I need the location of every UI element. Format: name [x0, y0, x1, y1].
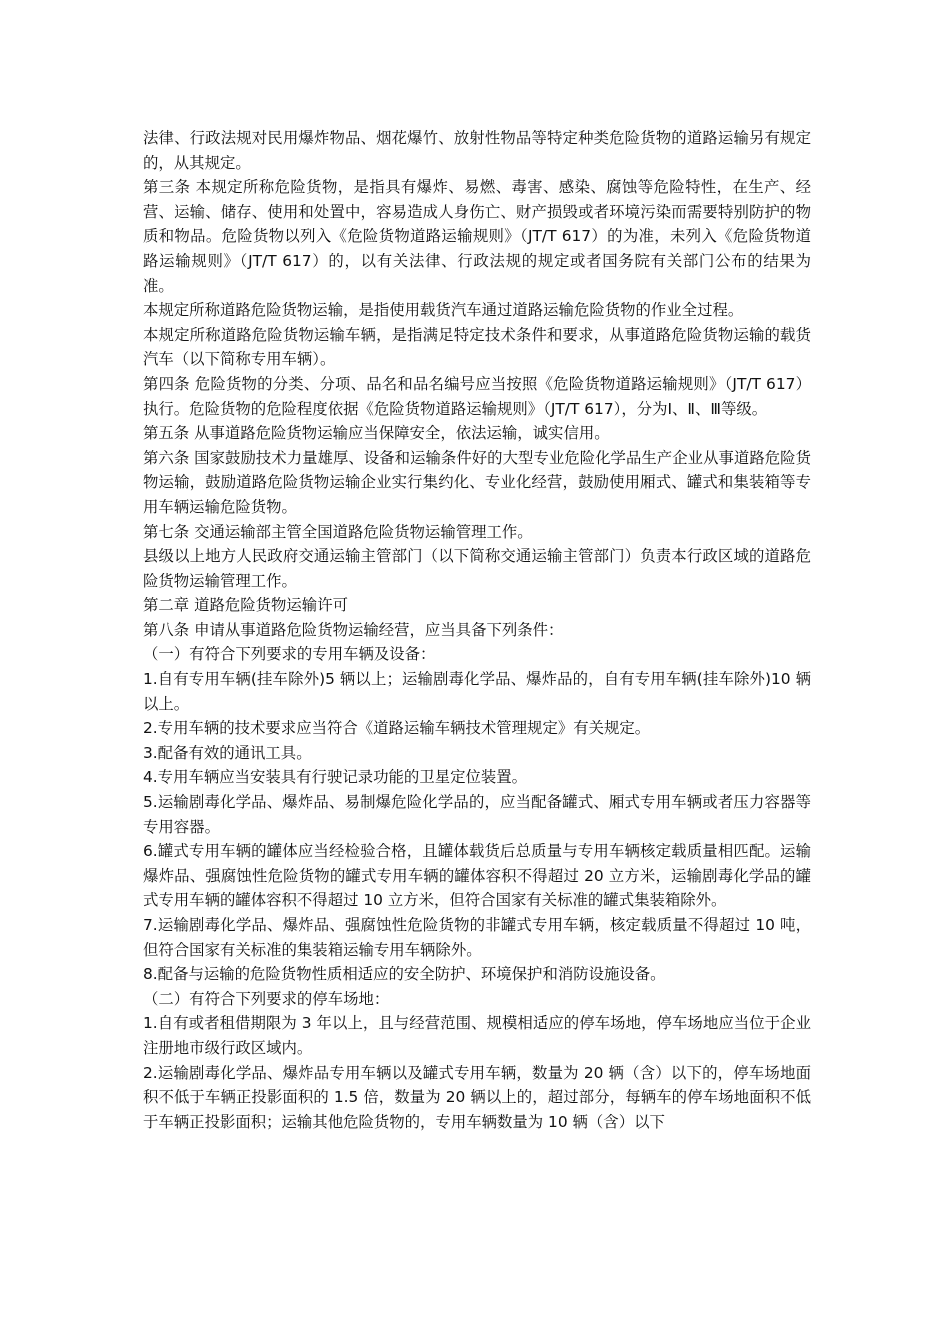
list-item: 8.配备与运输的危险货物性质相适应的安全防护、环境保护和消防设施设备。: [143, 965, 666, 984]
list-item: 7.运输剧毒化学品、爆炸品、强腐蚀性危险货物的非罐式专用车辆，核定载质量不得超过 10 吨，但符合国家有关标准的集装箱运输专用车辆除外。: [143, 916, 811, 959]
paragraph: 第五条 从事道路危险货物运输应当保障安全，依法运输，诚实信用。: [143, 424, 610, 443]
list-item: 1.自有或者租借期限为 3 年以上，且与经营范围、规模相适应的停车场地，停车场地应当位于企业注册地市级行政区域内。: [143, 1014, 811, 1057]
paragraph: 第八条 申请从事道路危险货物运输经营，应当具备下列条件：: [143, 620, 564, 639]
list-item: 3.配备有效的通讯工具。: [143, 743, 312, 762]
list-item: 5.运输剧毒化学品、爆炸品、易制爆危险化学品的，应当配备罐式、厢式专用车辆或者压力容器等专用容器。: [143, 793, 811, 836]
list-heading: （二）有符合下列要求的停车场地：: [143, 989, 390, 1008]
paragraph: 本规定所称道路危险货物运输，是指使用载货汽车通过道路运输危险货物的作业全过程。: [143, 301, 744, 320]
list-item: 2.运输剧毒化学品、爆炸品专用车辆以及罐式专用车辆，数量为 20 辆（含）以下的，停车场地面积不低于车辆正投影面积的 1.5 倍，数量为 20 辆以上的，超过部分，每辆车的停车场地面积不低于车辆正投影面积；运输其他危险货物的，专用车辆数量为 10 辆（含）以下: [143, 1063, 811, 1131]
paragraph: 第六条 国家鼓励技术力量雄厚、设备和运输条件好的大型专业危险化学品生产企业从事道路危险货物运输，鼓励道路危险货物运输企业实行集约化、专业化经营，鼓励使用厢式、罐式和集装箱等专用车辆运输危险货物。: [143, 448, 811, 516]
list-item: 1.自有专用车辆(挂车除外)5 辆以上；运输剧毒化学品、爆炸品的，自有专用车辆(挂车除外)10 辆以上。: [143, 670, 811, 713]
paragraph: 本规定所称道路危险货物运输车辆，是指满足特定技术条件和要求，从事道路危险货物运输的载货汽车（以下简称专用车辆）。: [143, 325, 811, 369]
paragraph: 县级以上地方人民政府交通运输主管部门（以下简称交通运输主管部门）负责本行政区域的道路危险货物运输管理工作。: [143, 547, 811, 590]
chapter-heading: 第二章 道路危险货物运输许可: [143, 596, 348, 615]
document-body: [143, 126, 811, 1134]
list-heading: （一）有符合下列要求的专用车辆及设备：: [143, 645, 436, 664]
list-item: 2.专用车辆的技术要求应当符合《道路运输车辆技术管理规定》有关规定。: [143, 719, 651, 738]
paragraph: 第四条 危险货物的分类、分项、品名和品名编号应当按照《危险货物道路运输规则》（JT/T 617）执行。危险货物的危险程度依据《危险货物道路运输规则》（JT/T 617），分为Ⅰ、Ⅱ、Ⅲ等级。: [143, 374, 811, 418]
paragraph: 法律、行政法规对民用爆炸物品、烟花爆竹、放射性物品等特定种类危险货物的道路运输另有规定的，从其规定。: [143, 129, 811, 172]
paragraph: 第三条 本规定所称危险货物，是指具有爆炸、易燃、毒害、感染、腐蚀等危险特性，在生产、经营、运输、储存、使用和处置中，容易造成人身伤亡、财产损毁或者环境污染而需要特别防护的物质和物品。危险货物以列入《危险货物道路运输规则》（JT/T 617）的为准，未列入《危险货物道路运输规则》（JT/T 617）的，以有关法律、行政法规的规定或者国务院有关部门公布的结果为准。: [143, 178, 811, 295]
list-item: 4.专用车辆应当安装具有行驶记录功能的卫星定位装置。: [143, 768, 528, 787]
list-item: 6.罐式专用车辆的罐体应当经检验合格，且罐体载货后总质量与专用车辆核定载质量相匹配。运输爆炸品、强腐蚀性危险货物的罐式专用车辆的罐体容积不得超过 20 立方米，运输剧毒化学品的罐式专用车辆的罐体容积不得超过 10 立方米，但符合国家有关标准的罐式集装箱除外。: [143, 842, 811, 910]
paragraph: 第七条 交通运输部主管全国道路危险货物运输管理工作。: [143, 522, 533, 541]
